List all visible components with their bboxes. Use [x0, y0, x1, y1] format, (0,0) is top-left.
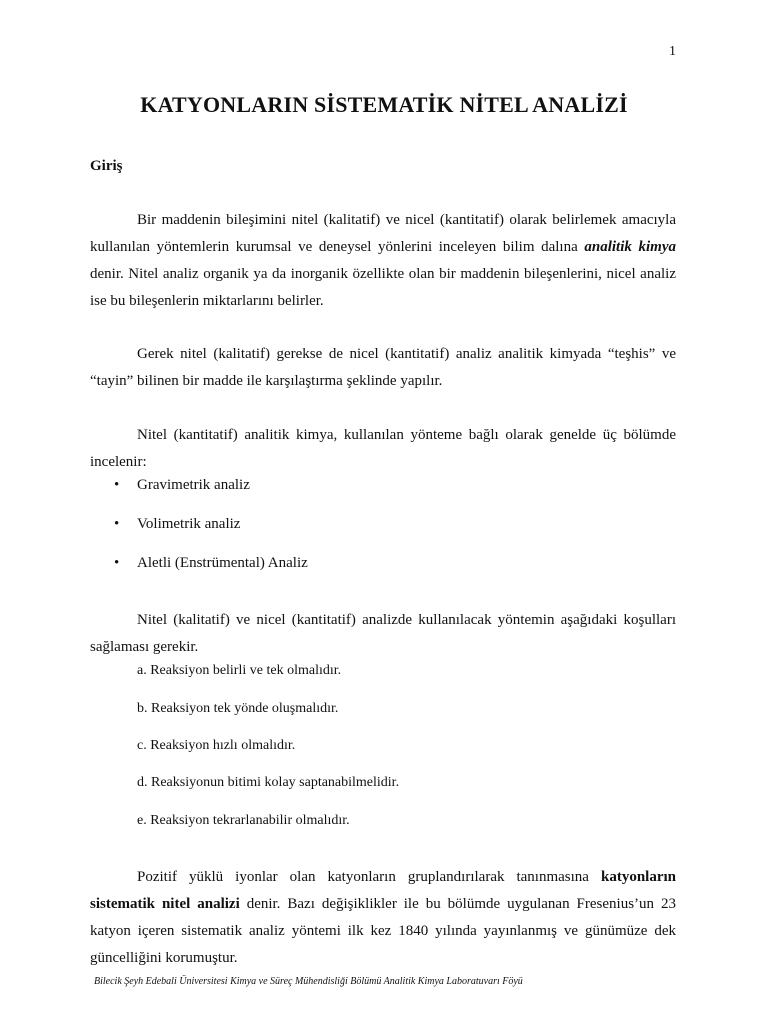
- paragraph-1-text-start: Bir maddenin bileşimini nitel (kalitatif) ve nicel (kantitatif) olarak belirlemek amacıyla kullanılan yöntemlerin kurumsal ve deneysel yönlerini inceleyen bilim dalına: [90, 212, 676, 255]
- paragraph-conditions-intro: Nitel (kalitatif) ve nicel (kantitatif) analizde kullanılacak yöntemin aşağıdaki koşulları sağlaması gerekir.: [90, 612, 676, 655]
- bullet-icon: •: [114, 555, 120, 571]
- page-number: 1: [669, 44, 676, 59]
- condition-item: b. Reaksiyon tek yönde oluşmalıdır.: [137, 701, 339, 716]
- list-item-label: Aletli (Enstrümental) Analiz: [137, 555, 308, 571]
- paragraph-1-text-end: denir. Nitel analiz organik ya da inorganik özellikte olan bir maddenin bileşenlerini, nicel analiz ise bu bileşenlerin miktarlarını belirler.: [90, 266, 676, 309]
- analytical-chemistry-term: analitik kimya: [584, 239, 676, 255]
- paragraph-sections: Nitel (kantitatif) analitik kimya, kullanılan yönteme bağlı olarak genelde üç bölümde incelenir:: [90, 427, 676, 470]
- condition-item: c. Reaksiyon hızlı olmalıdır.: [137, 738, 296, 753]
- paragraph-analytical-chemistry: [90, 207, 676, 315]
- page-footer: Bilecik Şeyh Edebali Üniversitesi Kimya ve Süreç Mühendisliği Bölümü Analitik Kimya Laboratuvarı Föyü: [94, 976, 523, 987]
- paragraph-cation-analysis: [90, 864, 676, 972]
- list-item-label: Volimetrik analiz: [137, 516, 241, 532]
- paragraph-5-text-end: denir. Bazı değişiklikler ile bu bölümde uygulanan Fresenius’un 23 katyon içeren sistematik analiz yöntemi ilk kez 1840 yılında yayınlanmış ve günümüze dek güncelliğini korumuştur.: [90, 896, 676, 966]
- condition-item: e. Reaksiyon tekrarlanabilir olmalıdır.: [137, 813, 350, 828]
- section-heading: Giriş: [90, 158, 123, 174]
- bullet-icon: •: [114, 477, 120, 493]
- paragraph-identification: Gerek nitel (kalitatif) gerekse de nicel (kantitatif) analiz analitik kimyada “teşhis” ve “tayin” bilinen bir madde ile karşılaştırma şeklinde yapılır.: [90, 346, 676, 389]
- condition-item: d. Reaksiyonun bitimi kolay saptanabilmelidir.: [137, 775, 400, 790]
- paragraph-5-text-start: Pozitif yüklü iyonlar olan katyonların gruplandırılarak tanınmasına: [137, 869, 601, 885]
- cation-analysis-term: katyonların sistematik nitel analizi: [90, 869, 676, 912]
- page-title: KATYONLARIN SİSTEMATİK NİTEL ANALİZİ: [140, 92, 628, 117]
- bullet-icon: •: [114, 516, 120, 532]
- list-item-label: Gravimetrik analiz: [137, 477, 250, 493]
- condition-item: a. Reaksiyon belirli ve tek olmalıdır.: [137, 663, 342, 678]
